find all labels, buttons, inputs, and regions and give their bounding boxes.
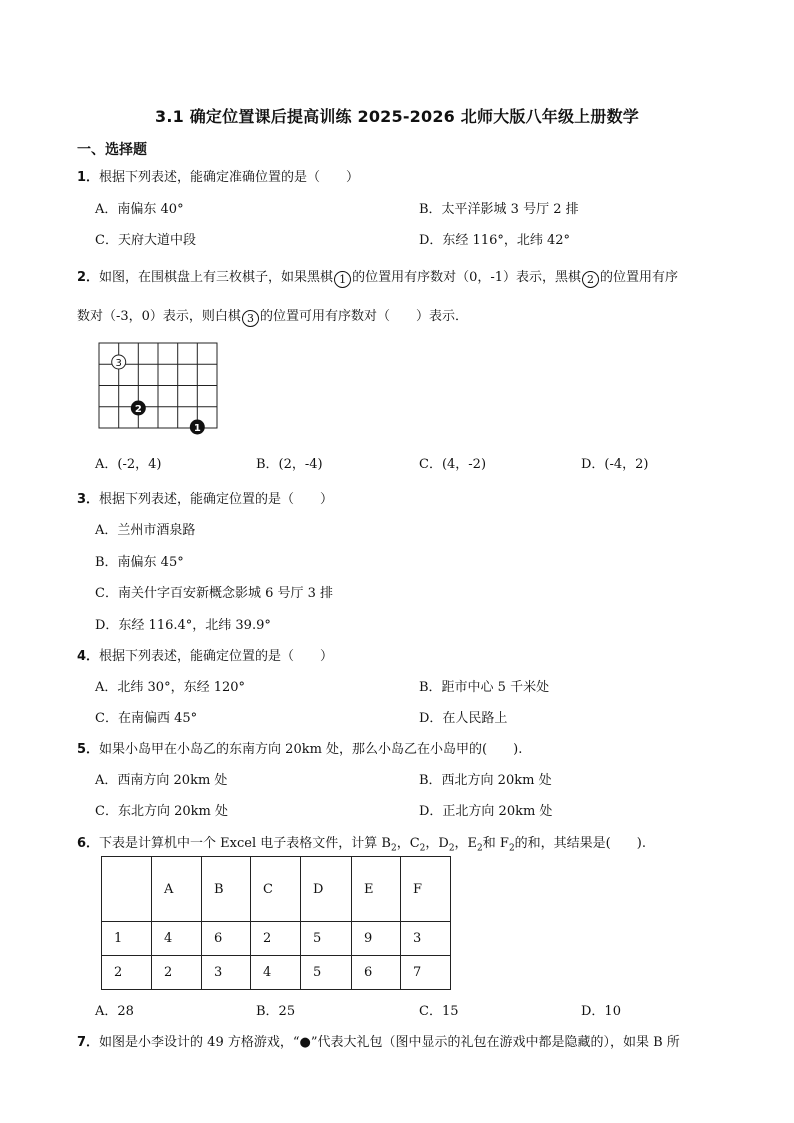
table-cell: 4 xyxy=(152,922,202,956)
section-heading: 一、选择题 xyxy=(77,142,147,158)
option-b: B．西北方向 20km 处 xyxy=(419,773,552,788)
option-b: B．(2，-4) xyxy=(256,457,323,472)
table-cell: 4 xyxy=(251,956,301,990)
question-number: 7． xyxy=(77,1035,100,1050)
table-cell: F xyxy=(401,857,451,922)
table-cell: 3 xyxy=(202,956,251,990)
option-c: C．东北方向 20km 处 xyxy=(95,804,228,819)
subscript: 2 xyxy=(477,843,483,854)
table-cell: 2 xyxy=(102,956,152,990)
stone-2-marker: 2 xyxy=(582,271,599,288)
question-text: 的和，其结果是( ). xyxy=(514,836,646,851)
option-c: C．15 xyxy=(419,1004,459,1019)
option-c: C．(4，-2) xyxy=(419,457,487,472)
table-row xyxy=(102,956,451,990)
option-d: D．东经 116°，北纬 42° xyxy=(419,233,571,248)
question-text: 如图是小李设计的 49 方格游戏，“●”代表大礼包（图中显示的礼包在游戏中都是隐藏的），如果 B 所 xyxy=(99,1035,680,1050)
question-2-line-2 xyxy=(77,305,468,327)
stone-label: 3 xyxy=(115,358,122,369)
option-c: C．天府大道中段 xyxy=(95,233,196,248)
table-cell: A xyxy=(152,857,202,922)
question-text: 数对（-3，0）表示，则白棋 xyxy=(77,309,241,324)
question-2-line-1 xyxy=(77,266,678,288)
table-cell: 2 xyxy=(251,922,301,956)
table-cell: 5 xyxy=(301,922,352,956)
black-stone-2 xyxy=(131,401,146,416)
subscript: 2 xyxy=(508,843,515,854)
question-4 xyxy=(77,645,333,664)
option-b: B．距市中心 5 千米处 xyxy=(419,680,550,695)
table-header-row xyxy=(102,857,451,922)
question-text: ，D xyxy=(425,836,449,851)
question-text: 如果小岛甲在小岛乙的东南方向 20km 处，那么小岛乙在小岛甲的( ). xyxy=(99,742,523,757)
question-text: 下表是计算机中一个 Excel 电子表格文件，计算 B xyxy=(99,836,391,851)
option-c: C．在南偏西 45° xyxy=(95,711,198,726)
question-3 xyxy=(77,488,333,507)
table-cell xyxy=(102,857,152,922)
option-a: A．28 xyxy=(95,1004,134,1019)
table-cell: 3 xyxy=(401,922,451,956)
black-stone-1 xyxy=(190,420,205,435)
go-board-figure xyxy=(97,341,225,437)
option-d: D．在人民路上 xyxy=(419,711,508,726)
table-cell: 7 xyxy=(401,956,451,990)
option-a: A．(-2，4) xyxy=(95,457,162,472)
option-d: D．10 xyxy=(581,1004,621,1019)
table-cell: B xyxy=(202,857,251,922)
question-7 xyxy=(77,1031,680,1050)
option-c: C．南关什字百安新概念影城 6 号厅 3 排 xyxy=(95,586,334,601)
table-cell: 2 xyxy=(152,956,202,990)
white-stone-3 xyxy=(112,355,126,369)
question-1 xyxy=(77,166,359,185)
option-a: A．南偏东 40° xyxy=(95,202,184,217)
option-d: D．东经 116.4°，北纬 39.9° xyxy=(95,618,271,633)
question-text: ，C xyxy=(396,836,420,851)
question-6 xyxy=(77,832,646,854)
question-number: 5． xyxy=(77,742,100,757)
subscript: 2 xyxy=(390,843,397,854)
question-text: 如图，在围棋盘上有三枚棋子，如果黑棋 xyxy=(99,270,334,285)
question-text: 的位置可用有序数对（ ）表示． xyxy=(259,309,468,324)
question-number: 4． xyxy=(77,649,100,664)
option-b: B．25 xyxy=(256,1004,296,1019)
table-cell: 6 xyxy=(352,956,401,990)
table-cell: 1 xyxy=(102,922,152,956)
option-d: D．(-4，2) xyxy=(581,457,649,472)
subscript: 2 xyxy=(448,843,455,854)
question-text: 和 F xyxy=(482,836,509,851)
question-text: 根据下列表述，能确定位置的是（ ） xyxy=(99,649,334,664)
question-text: ，E xyxy=(454,836,478,851)
table-cell: 5 xyxy=(301,956,352,990)
option-b: B．南偏东 45° xyxy=(95,555,184,570)
stone-label: 2 xyxy=(134,404,142,415)
option-b: B．太平洋影城 3 号厅 2 排 xyxy=(419,202,579,217)
question-text: 的位置用有序数对（0，-1）表示，黑棋 xyxy=(352,270,581,285)
table-cell: E xyxy=(352,857,401,922)
question-text: 根据下列表述，能确定位置的是（ ） xyxy=(99,492,334,507)
question-number: 6． xyxy=(77,836,100,851)
table-cell: 6 xyxy=(202,922,251,956)
question-number: 3． xyxy=(77,492,100,507)
option-a: A．兰州市酒泉路 xyxy=(95,523,196,538)
excel-table xyxy=(101,856,451,990)
subscript: 2 xyxy=(419,843,426,854)
option-d: D．正北方向 20km 处 xyxy=(419,804,553,819)
stone-3-marker: 3 xyxy=(242,310,259,327)
table-cell: C xyxy=(251,857,301,922)
option-a: A．西南方向 20km 处 xyxy=(95,773,228,788)
stone-1-marker: 1 xyxy=(334,271,351,288)
question-5 xyxy=(77,738,522,757)
option-a: A．北纬 30°，东经 120° xyxy=(95,680,246,695)
stone-label: 1 xyxy=(193,423,201,434)
question-number: 1． xyxy=(77,170,100,185)
table-cell: D xyxy=(301,857,352,922)
table-row xyxy=(102,922,451,956)
table-cell: 9 xyxy=(352,922,401,956)
question-text: 的位置用有序 xyxy=(600,270,679,285)
question-text: 根据下列表述，能确定准确位置的是（ ） xyxy=(99,170,360,185)
question-number: 2． xyxy=(77,270,100,285)
page-title: 3.1 确定位置课后提高训练 2025-2026 北师大版八年级上册数学 xyxy=(155,107,639,126)
